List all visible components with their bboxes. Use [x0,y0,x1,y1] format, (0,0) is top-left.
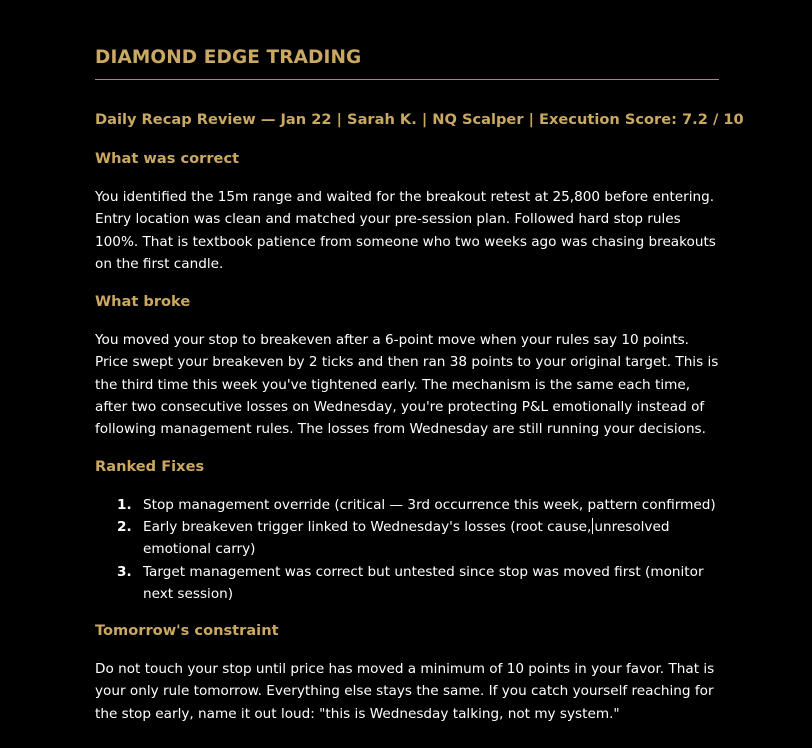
header-divider [95,79,719,80]
list-item-text-after-caret: unresolved emotional carry) [143,518,670,558]
list-item-text: Stop management override (critical — 3rd occurrence this week, pattern confirmed) [143,496,716,513]
ranked-fixes-list [95,494,719,605]
list-item-text: Target management was correct but untested since stop was moved first (monitor next session) [143,563,704,602]
paragraph-what-was-correct[interactable]: You identified the 15m range and waited for the breakout retest at 25,800 before entering. Entry location was clean and matched your pre-session plan. Followed hard stop rules 100%. That is textbook patience from someone who two weeks ago was chasing breakouts on the first candle. [95,189,716,272]
list-number: 1. [117,496,132,513]
list-number: 3. [117,563,132,580]
heading-what-was-correct: What was correct [95,150,240,167]
paragraph-what-broke[interactable]: You moved your stop to breakeven after a 6-point move when your rules say 10 points. Price swept your breakeven by 2 ticks and then ran 38 points to your original target. This is the third time this week you've tightened early. The mechanism is the same each time, after two consecutive losses on Wednesday, you're protecting P&L emotionally instead of following management rules. The losses from Wednesday are still running your decisions. [95,332,719,438]
recap-title: Daily Recap Review — Jan 22 | Sarah K. | NQ Scalper | Execution Score: 7.2 / 10 [95,111,744,128]
heading-tomorrows-constraint: Tomorrow's constraint [95,622,279,640]
list-item-text-before-caret: Early breakeven trigger linked to Wednesday's losses (root cause, [143,518,592,535]
document [95,44,744,725]
paragraph-tomorrows-constraint[interactable]: Do not touch your stop until price has moved a minimum of 10 points in your favor. That is your only rule tomorrow. Everything else stays the same. If you catch yourself reaching for the stop early, name it out loud: "this is Wednesday talking, not my system." [95,661,715,722]
heading-ranked-fixes: Ranked Fixes [95,457,205,475]
heading-what-broke: What broke [95,293,191,311]
list-item[interactable] [117,494,719,516]
brand-title: DIAMOND EDGE TRADING [95,47,362,68]
list-item[interactable] [117,516,719,561]
list-number: 2. [117,518,132,535]
list-item[interactable] [117,561,719,606]
